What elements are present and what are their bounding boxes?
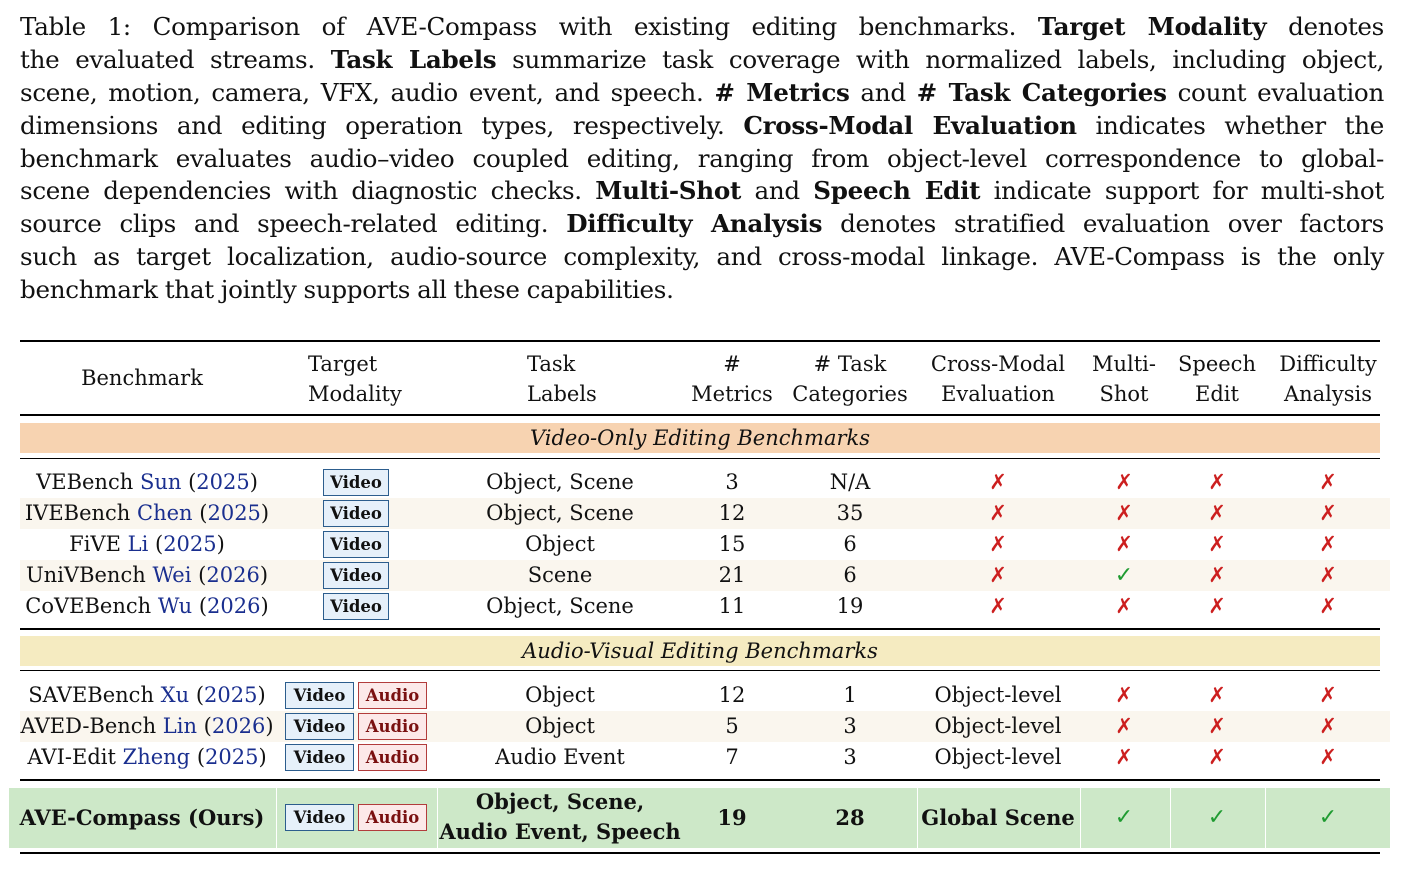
multi-shot-cell (1094, 742, 1154, 773)
metrics-count-cell: 5 (725, 714, 739, 738)
ours-column-separator (1080, 788, 1081, 848)
caption-text: scene dependencies with diagnostic checks. (20, 176, 596, 206)
section-audio-visual (20, 636, 1380, 666)
table-caption (20, 11, 1384, 307)
benchmark-name: CoVEBench (25, 594, 152, 618)
multi-shot-cell (1094, 711, 1154, 742)
ours-speech-edit (1187, 802, 1247, 833)
benchmark-name-cell (17, 467, 277, 498)
citation-paren: ) (265, 714, 274, 738)
caption-line (20, 175, 1384, 208)
header-speech-edit-line: Edit (1195, 381, 1239, 406)
caption-text: scene, motion, camera, VFX, audio event, and speech. (20, 77, 715, 107)
header-target-modality-line: Modality (308, 381, 402, 406)
caption-line (20, 274, 1384, 307)
citation-paren: ( (198, 594, 208, 618)
caption-text: denotes stratified evaluation over factors (822, 209, 1384, 239)
citation-author[interactable]: Wu (157, 594, 193, 618)
multi-shot-cell (1094, 467, 1154, 498)
caption-bold-term: # Task Categories (916, 77, 1167, 107)
benchmark-name: VEBench (36, 470, 134, 494)
multi-shot-cell (1094, 591, 1154, 622)
header-metrics-line: Metrics (691, 381, 773, 406)
video-modality-tag: Video (285, 744, 354, 771)
difficulty-cell (1298, 591, 1358, 622)
caption-text: indicates whether the (1076, 110, 1384, 140)
metrics-count-cell: 12 (718, 683, 746, 707)
citation-paren: ) (259, 563, 269, 587)
ours-categories: 28 (835, 805, 865, 830)
ours-task-labels (430, 787, 690, 846)
speech-edit-cell (1187, 560, 1247, 591)
caption-line (20, 110, 1384, 143)
ours-multi-shot (1094, 802, 1154, 833)
speech-edit-cell (1187, 591, 1247, 622)
speech-edit-cell (1187, 742, 1247, 773)
video-modality-tag: Video (323, 500, 389, 527)
benchmark-name-cell (17, 591, 277, 622)
caption-bold-term: Cross-Modal Evaluation (743, 110, 1077, 140)
header-speech-edit (1172, 350, 1262, 409)
cross-modal-cell (968, 498, 1028, 529)
ours-task-label-line: Audio Event, Speech (439, 818, 681, 844)
cross-mark-icon: ✗ (1319, 501, 1337, 525)
cross-mark-icon: ✗ (1319, 470, 1337, 494)
cross-mark-icon: ✗ (1208, 594, 1226, 618)
citation-year[interactable]: 2025 (163, 532, 217, 556)
table-top-rule (20, 340, 1380, 342)
citation-paren: ) (216, 532, 225, 556)
header-benchmark (52, 364, 232, 394)
citation-year[interactable]: 2026 (211, 714, 266, 738)
table-bottom-rule (20, 852, 1380, 854)
citation-year[interactable]: 2026 (207, 594, 261, 618)
caption-text: and (741, 176, 814, 206)
multi-shot-cell (1094, 498, 1154, 529)
citation-paren: ) (257, 683, 266, 707)
header-task-labels-line: Labels (527, 381, 597, 406)
citation-paren: ( (195, 683, 205, 707)
ours-task-label-line: Object, Scene, (475, 789, 645, 814)
header-target-modality (308, 350, 448, 409)
header-difficulty-line: Difficulty (1279, 352, 1377, 376)
audio-modality-tag: Audio (358, 804, 427, 831)
cross-mark-icon: ✗ (1208, 745, 1226, 769)
citation-paren: ( (196, 745, 206, 769)
caption-text: such as target localization, audio-source complexity, and cross-modal linkage. AVE-Compass is the only (20, 242, 1384, 272)
difficulty-cell (1298, 529, 1358, 560)
task-labels-cell: Object, Scene (486, 501, 634, 525)
metrics-count-cell: 12 (718, 501, 746, 525)
benchmark-name: IVEBench (24, 501, 131, 525)
cross-mark-icon: ✗ (1319, 594, 1337, 618)
header-target-modality-line: Target (308, 352, 378, 376)
ours-column-separator (437, 788, 438, 848)
citation-paren: ( (199, 501, 208, 525)
difficulty-cell (1298, 711, 1358, 742)
citation-paren: ) (258, 745, 267, 769)
cross-mark-icon: ✗ (989, 563, 1007, 587)
header-metrics (677, 350, 787, 409)
caption-text: source clips and speech-related editing. (20, 209, 567, 239)
citation-paren: ( (188, 470, 197, 494)
cross-mark-icon: ✗ (1319, 563, 1337, 587)
ours-column-separator (1265, 788, 1266, 848)
multi-shot-cell (1094, 680, 1154, 711)
caption-text: dimensions and editing operation types, respectively. (20, 110, 744, 140)
caption-line (20, 208, 1384, 241)
cross-mark-icon: ✗ (1208, 501, 1226, 525)
header-multi-shot-line: Shot (1099, 381, 1149, 406)
header-benchmark-line: Benchmark (81, 366, 203, 390)
ours-benchmark-name: AVE-Compass (Ours) (19, 805, 265, 830)
task-labels-cell: Audio Event (495, 745, 625, 769)
cross-mark-icon: ✗ (1115, 745, 1133, 769)
video-modality-tag: Video (285, 713, 354, 740)
multi-shot-cell (1094, 560, 1154, 591)
block-rule (20, 779, 1380, 781)
citation-year[interactable]: 2025 (205, 745, 259, 769)
ours-column-separator (1170, 788, 1171, 848)
metrics-count-cell: 11 (718, 594, 746, 618)
header-difficulty-line: Analysis (1283, 381, 1373, 406)
check-mark-icon: ✓ (1207, 805, 1227, 830)
caption-text: count evaluation (1166, 77, 1384, 107)
cross-mark-icon: ✗ (1115, 501, 1133, 525)
cross-modal-cell: Object-level (934, 714, 1062, 738)
cross-mark-icon: ✗ (1319, 683, 1337, 707)
cross-modal-cell: Object-level (934, 745, 1062, 769)
caption-line (20, 11, 1384, 44)
section-rule (20, 458, 1380, 459)
cross-mark-icon: ✗ (989, 532, 1007, 556)
task-categories-cell: 19 (836, 594, 864, 618)
metrics-count-cell: 7 (725, 745, 739, 769)
audio-modality-tag: Audio (358, 713, 427, 740)
benchmark-name: AVED-Bench (20, 714, 157, 738)
ours-column-separator (276, 788, 277, 848)
citation-paren: ) (249, 470, 258, 494)
benchmark-name-cell (17, 529, 277, 560)
benchmark-name-cell (17, 680, 277, 711)
video-modality-tag: Video (323, 562, 389, 589)
cross-mark-icon: ✗ (1115, 470, 1133, 494)
task-labels-cell: Object (525, 714, 595, 738)
cross-mark-icon: ✗ (989, 470, 1007, 494)
section-video-only (20, 423, 1380, 453)
caption-line (20, 77, 1384, 110)
ours-column-separator (917, 788, 918, 848)
header-task-labels (527, 350, 667, 409)
caption-text: and (849, 77, 917, 107)
cross-modal-cell: Object-level (934, 683, 1062, 707)
header-cross-modal (923, 350, 1073, 409)
cross-mark-icon: ✗ (1208, 683, 1226, 707)
citation-paren: ( (154, 532, 164, 556)
benchmark-name: FiVE (69, 532, 121, 556)
cross-mark-icon: ✗ (1115, 532, 1133, 556)
caption-bold-term: Speech Edit (813, 176, 981, 206)
citation-author[interactable]: Chen (137, 501, 193, 525)
benchmark-name-cell (17, 742, 277, 773)
benchmark-name-cell (17, 560, 277, 591)
metrics-count-cell: 15 (718, 532, 746, 556)
header-cross-modal-line: Cross-Modal (930, 352, 1066, 376)
check-mark-icon: ✓ (1318, 805, 1338, 830)
caption-text: summarize task coverage with normalized labels, including object, (496, 44, 1384, 74)
cross-mark-icon: ✗ (989, 501, 1007, 525)
caption-line (20, 143, 1384, 176)
header-task-categories-line: Categories (792, 381, 908, 406)
header-cross-modal-line: Evaluation (941, 381, 1055, 406)
caption-line (20, 241, 1384, 274)
caption-text: indicate support for multi-shot (980, 176, 1384, 206)
task-labels-cell: Object (525, 683, 595, 707)
cross-mark-icon: ✗ (1208, 470, 1226, 494)
task-labels-cell: Scene (527, 563, 593, 587)
cross-mark-icon: ✗ (1319, 714, 1337, 738)
task-labels-cell: Object (525, 532, 595, 556)
difficulty-cell (1298, 742, 1358, 773)
cross-mark-icon: ✗ (1115, 594, 1133, 618)
caption-text: Table 1: Comparison of AVE-Compass with existing editing benchmarks. (20, 12, 1038, 41)
citation-paren: ( (198, 563, 207, 587)
citation-author[interactable]: Zheng (122, 745, 191, 769)
citation-author[interactable]: Lin (162, 714, 197, 738)
citation-author[interactable]: Li (127, 532, 149, 556)
citation-paren: ( (203, 714, 212, 738)
audio-modality-tag: Audio (358, 744, 427, 771)
cross-mark-icon: ✗ (1208, 714, 1226, 738)
header-rule (20, 414, 1380, 416)
cross-mark-icon: ✗ (1115, 683, 1133, 707)
task-categories-cell: 6 (843, 532, 857, 556)
task-labels-cell: Object, Scene (486, 594, 634, 618)
difficulty-cell (1298, 467, 1358, 498)
speech-edit-cell (1187, 711, 1247, 742)
header-task-labels-line: Task (527, 352, 576, 376)
caption-line (20, 44, 1384, 77)
video-modality-tag: Video (323, 531, 389, 558)
citation-year[interactable]: 2025 (207, 501, 261, 525)
caption-text: benchmark evaluates audio–video coupled editing, ranging from object-level correspondence to global- (20, 143, 1384, 173)
cross-modal-cell (968, 560, 1028, 591)
header-speech-edit-line: Speech (1178, 352, 1256, 376)
citation-author[interactable]: Xu (160, 683, 190, 707)
speech-edit-cell (1187, 498, 1247, 529)
cross-mark-icon: ✗ (1319, 532, 1337, 556)
cross-mark-icon: ✗ (1319, 745, 1337, 769)
video-modality-tag: Video (285, 804, 354, 831)
benchmark-name-cell (17, 498, 277, 529)
audio-modality-tag: Audio (358, 682, 427, 709)
citation-author[interactable]: Sun (139, 470, 182, 494)
caption-bold-term: Difficulty Analysis (566, 209, 823, 239)
benchmark-name-cell (17, 711, 277, 742)
benchmark-name: AVI-Edit (27, 745, 116, 769)
caption-text: benchmark that jointly supports all these capabilities. (20, 275, 674, 305)
video-modality-tag: Video (285, 682, 354, 709)
speech-edit-cell (1187, 467, 1247, 498)
cross-mark-icon: ✗ (1208, 563, 1226, 587)
header-task-categories-line: # Task (813, 352, 887, 376)
caption-bold-term: Target Modality (1037, 12, 1267, 41)
caption-text: denotes (1266, 12, 1385, 41)
cross-modal-cell (968, 529, 1028, 560)
metrics-count-cell: 21 (718, 563, 746, 587)
citation-year[interactable]: 2025 (196, 470, 250, 494)
ours-difficulty (1298, 802, 1358, 833)
citation-year[interactable]: 2026 (206, 563, 260, 587)
benchmark-name: SAVEBench (28, 683, 154, 707)
cross-modal-cell (968, 591, 1028, 622)
caption-text: the evaluated streams. (20, 44, 331, 74)
caption-bold-term: Multi-Shot (595, 176, 742, 206)
citation-year[interactable]: 2025 (204, 683, 258, 707)
header-multi-shot-line: Multi- (1092, 352, 1156, 376)
cross-mark-icon: ✗ (989, 594, 1007, 618)
cross-mark-icon: ✗ (1115, 714, 1133, 738)
citation-paren: ) (260, 594, 269, 618)
difficulty-cell (1298, 680, 1358, 711)
speech-edit-cell (1187, 529, 1247, 560)
difficulty-cell (1298, 560, 1358, 591)
citation-paren: ) (260, 501, 270, 525)
ours-metrics: 19 (717, 805, 747, 830)
task-categories-cell: 3 (843, 745, 857, 769)
cross-modal-cell (968, 467, 1028, 498)
task-categories-cell: 6 (843, 563, 857, 587)
task-categories-cell: 1 (843, 683, 857, 707)
metrics-count-cell: 3 (725, 470, 739, 494)
benchmark-name: UniVBench (25, 563, 146, 587)
video-modality-tag: Video (323, 469, 389, 496)
video-modality-tag: Video (323, 593, 389, 620)
task-categories-cell: N/A (829, 470, 871, 494)
multi-shot-cell (1094, 529, 1154, 560)
task-categories-cell: 35 (836, 501, 864, 525)
check-mark-icon: ✓ (1114, 805, 1134, 830)
caption-bold-term: # Metrics (714, 77, 850, 107)
ours-cross-modal: Global Scene (921, 805, 1075, 830)
check-mark-icon: ✓ (1114, 563, 1134, 588)
task-categories-cell: 3 (843, 714, 857, 738)
section-video-only-title: Video-Only Editing Benchmarks (529, 426, 871, 450)
speech-edit-cell (1187, 680, 1247, 711)
task-labels-cell: Object, Scene (486, 470, 634, 494)
caption-bold-term: Task Labels (330, 44, 497, 74)
header-metrics-line: # (723, 352, 741, 376)
section-rule (20, 670, 1380, 671)
header-multi-shot (1079, 350, 1169, 409)
citation-author[interactable]: Wei (152, 563, 192, 587)
header-task-categories (785, 350, 915, 409)
header-difficulty (1268, 350, 1388, 409)
difficulty-cell (1298, 498, 1358, 529)
block-rule (20, 628, 1380, 630)
section-audio-visual-title: Audio-Visual Editing Benchmarks (522, 639, 878, 663)
cross-mark-icon: ✗ (1208, 532, 1226, 556)
